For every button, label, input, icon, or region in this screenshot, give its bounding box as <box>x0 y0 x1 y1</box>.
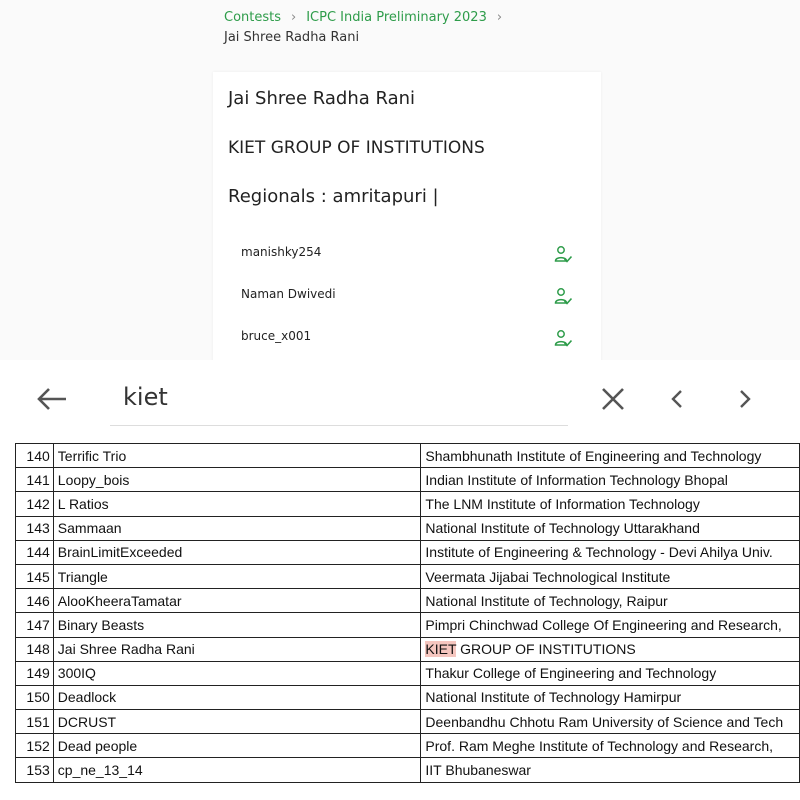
institution-cell: Shambhunath Institute of Engineering and Technology <box>421 444 800 468</box>
chevron-right-icon[interactable] <box>736 388 754 410</box>
table-row <box>16 589 800 613</box>
team-card <box>213 72 601 362</box>
breadcrumb <box>224 10 512 25</box>
user-check-icon <box>554 287 572 305</box>
team-cell: Triangle <box>53 564 421 588</box>
table-row <box>16 444 800 468</box>
team-cell: L Ratios <box>53 492 421 516</box>
institution-cell: Deenbandhu Chhotu Ram University of Science and Tech <box>421 710 800 734</box>
table-row <box>16 734 800 758</box>
rank-cell: 143 <box>16 516 54 540</box>
table-row <box>16 710 800 734</box>
team-cell: AlooKheeraTamatar <box>53 589 421 613</box>
member-name[interactable]: Naman Dwivedi <box>241 287 336 301</box>
close-icon[interactable] <box>600 386 626 412</box>
rank-cell: 141 <box>16 468 54 492</box>
institution-cell: Prof. Ram Meghe Institute of Technology and Research, <box>421 734 800 758</box>
table-row <box>16 492 800 516</box>
rank-cell: 142 <box>16 492 54 516</box>
results-table <box>15 443 800 783</box>
team-regionals: Regionals : amritapuri | <box>228 186 439 207</box>
chevron-right-icon: › <box>291 10 297 25</box>
institution-cell: Veermata Jijabai Technological Institute <box>421 564 800 588</box>
institution-cell: National Institute of Technology, Raipur <box>421 589 800 613</box>
table-row <box>16 637 800 661</box>
user-check-icon <box>554 245 572 263</box>
search-highlight: KIET <box>425 641 457 658</box>
team-cell: cp_ne_13_14 <box>53 758 421 782</box>
breadcrumb-contest[interactable]: ICPC India Preliminary 2023 <box>306 10 487 25</box>
rank-cell: 149 <box>16 661 54 685</box>
team-institution: KIET GROUP OF INSTITUTIONS <box>228 138 485 158</box>
institution-cell: National Institute of Technology Uttarakhand <box>421 516 800 540</box>
institution-cell: Institute of Engineering & Technology - Devi Ahilya Univ. <box>421 540 800 564</box>
chevron-left-icon[interactable] <box>668 388 686 410</box>
rank-cell: 144 <box>16 540 54 564</box>
team-page <box>0 0 800 360</box>
team-cell: DCRUST <box>53 710 421 734</box>
team-cell: Binary Beasts <box>53 613 421 637</box>
member-name[interactable]: manishky254 <box>241 245 322 259</box>
institution-text: GROUP OF INSTITUTIONS <box>456 641 636 658</box>
team-cell: Sammaan <box>53 516 421 540</box>
rank-cell: 147 <box>16 613 54 637</box>
find-input-underline <box>110 425 568 426</box>
table-row <box>16 540 800 564</box>
table-row <box>16 564 800 588</box>
team-name: Jai Shree Radha Rani <box>228 88 416 109</box>
team-cell: BrainLimitExceeded <box>53 540 421 564</box>
institution-cell: The LNM Institute of Information Technology <box>421 492 800 516</box>
team-cell: Loopy_bois <box>53 468 421 492</box>
institution-cell: IIT Bhubaneswar <box>421 758 800 782</box>
back-arrow-icon[interactable] <box>36 386 68 412</box>
breadcrumb-contests[interactable]: Contests <box>224 10 282 25</box>
rank-cell: 148 <box>16 637 54 661</box>
team-cell: Terrific Trio <box>53 444 421 468</box>
team-cell: Jai Shree Radha Rani <box>53 637 421 661</box>
chevron-right-icon: › <box>496 10 503 25</box>
table-row <box>16 468 800 492</box>
table-row <box>16 685 800 709</box>
rank-cell: 152 <box>16 734 54 758</box>
institution-cell: Indian Institute of Information Technology Bhopal <box>421 468 800 492</box>
institution-cell <box>421 637 800 661</box>
find-input[interactable]: kiet <box>123 383 168 411</box>
institution-cell: Thakur College of Engineering and Technology <box>421 661 800 685</box>
breadcrumb-current: Jai Shree Radha Rani <box>224 30 360 45</box>
team-cell: 300IQ <box>53 661 421 685</box>
institution-cell: National Institute of Technology Hamirpur <box>421 685 800 709</box>
table-row <box>16 613 800 637</box>
rank-cell: 145 <box>16 564 54 588</box>
member-name[interactable]: bruce_x001 <box>241 329 312 343</box>
rank-cell: 153 <box>16 758 54 782</box>
rank-cell: 146 <box>16 589 54 613</box>
team-cell: Deadlock <box>53 685 421 709</box>
table-row <box>16 758 800 782</box>
user-check-icon <box>554 329 572 347</box>
rank-cell: 150 <box>16 685 54 709</box>
table-row <box>16 516 800 540</box>
table-row <box>16 661 800 685</box>
rank-cell: 151 <box>16 710 54 734</box>
team-cell: Dead people <box>53 734 421 758</box>
institution-cell: Pimpri Chinchwad College Of Engineering and Research, <box>421 613 800 637</box>
results-sheet <box>0 440 800 800</box>
rank-cell: 140 <box>16 444 54 468</box>
